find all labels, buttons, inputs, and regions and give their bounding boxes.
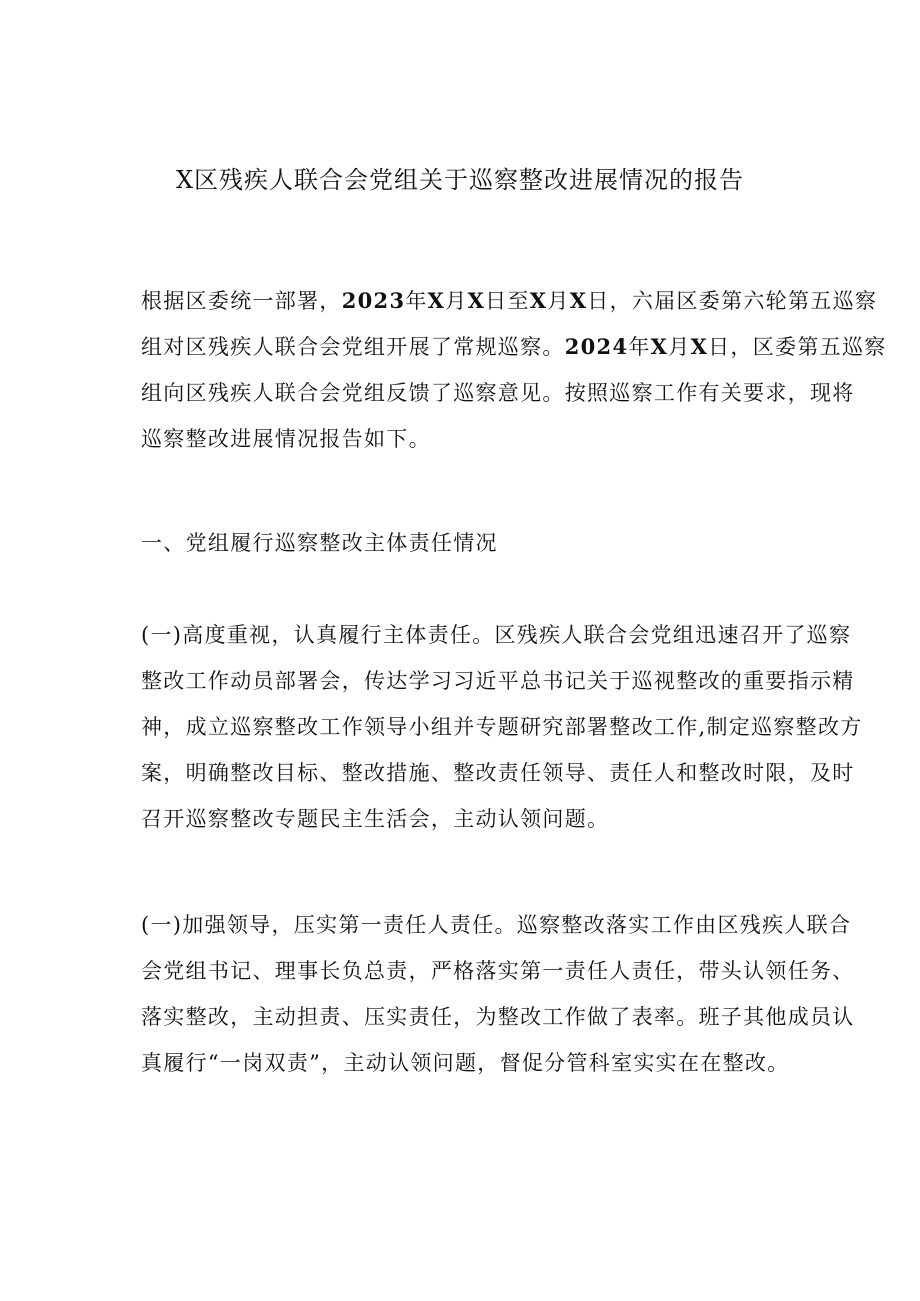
section-1-heading: 一、党组履行巡察整改主体责任情况 [141,531,498,555]
item-1-line: (一)高度重视，认真履行主体责任。区残疾人联合会党组迅速召开了巡察 [141,623,852,647]
intro-line: 巡察整改进展情况报告如下。 [141,427,431,451]
item-2-line: 真履行“一岗双责”，主动认领问题，督促分管科室实实在在整改。 [141,1051,790,1075]
item-1-line: 案，明确整改目标、整改措施、整改责任领导、责任人和整改时限，及时 [141,761,855,785]
item-1-paragraph [141,612,863,842]
item-2-line: 会党组书记、理事长负总责，严格落实第一责任人责任，带头认领任务、 [141,959,855,983]
item-2-paragraph [141,902,855,1086]
item-1-line: 召开巡察整改专题民主生活会，主动认领问题。 [141,807,610,831]
item-2-line: 落实整改，主动担责、压实责任，为整改工作做了表率。班子其他成员认 [141,1005,855,1029]
intro-paragraph [141,278,887,462]
intro-line: 根据区委统一部署，2023年X月X日至X月X日，六届区委第六轮第五巡察 [141,288,878,313]
item-2-line: (一)加强领导，压实第一责任人责任。巡察整改落实工作由区残疾人联合 [141,913,852,937]
intro-line: 组向区残疾人联合会党组反馈了巡察意见。按照巡察工作有关要求，现将 [141,381,855,405]
intro-line: 组对区残疾人联合会党组开展了常规巡察。2024年X月X日，区委第五巡察 [141,334,887,359]
item-1-line: 神，成立巡察整改工作领导小组并专题研究部署整改工作,制定巡察整改方 [141,715,863,739]
item-1-line: 整改工作动员部署会，传达学习习近平总书记关于巡视整改的重要指示精 [141,669,855,693]
document-title: X区残疾人联合会党组关于巡察整改进展情况的报告 [175,166,745,194]
